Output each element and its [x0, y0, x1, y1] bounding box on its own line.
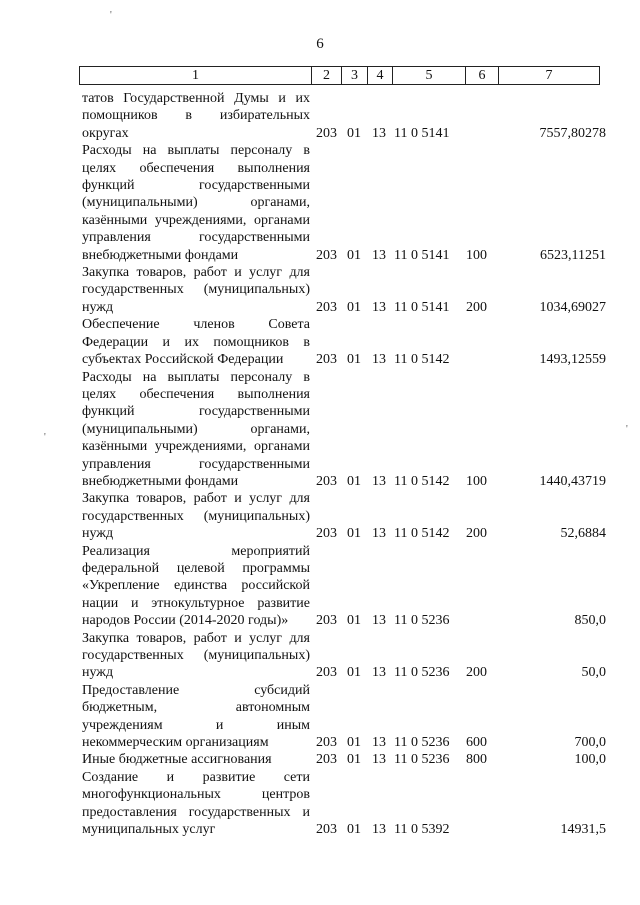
code-ministry: 203 [316, 125, 337, 141]
amount: 52,6884 [560, 526, 606, 542]
code-subsection: 13 [372, 735, 386, 751]
code-subsection: 13 [372, 299, 386, 315]
code-expense-type: 200 [466, 665, 487, 681]
code-section: 01 [347, 735, 361, 751]
table-row [82, 316, 606, 368]
code-subsection: 13 [372, 665, 386, 681]
row-description: Расходы на выплаты персоналу в целях обеспечения выполнения функций государственными (муниципальными) органами, казёнными учреждениями, органами управления государственными внебюджетными фондами [82, 143, 310, 263]
row-description: Реализация мероприятий федеральной целевой программы «Укрепление единства российской нации и этнокультурное развитие народов России (2014-2020 годы)» [82, 543, 310, 629]
code-ministry: 203 [316, 822, 337, 838]
code-section: 01 [347, 125, 361, 141]
amount: 6523,11251 [540, 247, 606, 263]
code-target-article: 11 0 5392 [394, 822, 450, 838]
amount: 1493,12559 [539, 352, 606, 368]
column-header-1: 1 [80, 67, 312, 85]
amount: 7557,80278 [539, 125, 606, 141]
table-row [82, 682, 606, 752]
code-ministry: 203 [316, 352, 337, 368]
code-section: 01 [347, 473, 361, 489]
column-header-7: 7 [499, 67, 600, 85]
table-row [82, 630, 606, 682]
row-description: Обеспечение членов Совета Федерации и их помощников в субъектах Российской Федерации [82, 317, 310, 368]
amount: 14931,5 [560, 822, 606, 838]
code-ministry: 203 [316, 526, 337, 542]
code-ministry: 203 [316, 299, 337, 315]
code-subsection: 13 [372, 352, 386, 368]
code-target-article: 11 0 5141 [394, 247, 450, 263]
table-row [82, 369, 606, 491]
code-subsection: 13 [372, 526, 386, 542]
code-ministry: 203 [316, 735, 337, 751]
table-row [82, 142, 606, 264]
code-subsection: 13 [372, 822, 386, 838]
code-section: 01 [347, 665, 361, 681]
amount: 850,0 [574, 613, 606, 629]
code-expense-type: 200 [466, 526, 487, 542]
amount: 1440,43719 [539, 473, 606, 489]
scan-speck: ' [626, 424, 628, 435]
budget-rows [82, 90, 606, 838]
column-header-6: 6 [466, 67, 499, 85]
row-description: Предоставление субсидий бюджетным, автономным учреждениям и иным некоммерческим организациям [82, 682, 310, 751]
row-description: Иные бюджетные ассигнования [82, 752, 272, 768]
row-description: Расходы на выплаты персоналу в целях обеспечения выполнения функций государственными (муниципальными) органами, казёнными учреждениями, органами управления государственными внебюджетными фондами [82, 369, 310, 489]
code-section: 01 [347, 822, 361, 838]
row-description: Создание и развитие сети многофункциональных центров предоставления государственных и муниципальных услуг [82, 769, 310, 838]
table-row [82, 490, 606, 542]
amount: 100,0 [574, 752, 606, 768]
code-subsection: 13 [372, 473, 386, 489]
code-subsection: 13 [372, 247, 386, 263]
code-ministry: 203 [316, 752, 337, 768]
code-expense-type: 800 [466, 752, 487, 768]
code-subsection: 13 [372, 125, 386, 141]
code-target-article: 11 0 5142 [394, 473, 450, 489]
code-target-article: 11 0 5236 [394, 665, 450, 681]
code-section: 01 [347, 613, 361, 629]
amount: 700,0 [574, 735, 606, 751]
amount: 1034,69027 [539, 299, 606, 315]
code-subsection: 13 [372, 613, 386, 629]
code-ministry: 203 [316, 473, 337, 489]
code-section: 01 [347, 352, 361, 368]
table-row [82, 90, 606, 142]
code-target-article: 11 0 5236 [394, 735, 450, 751]
code-section: 01 [347, 752, 361, 768]
code-expense-type: 600 [466, 735, 487, 751]
code-section: 01 [347, 247, 361, 263]
table-header [79, 66, 600, 85]
code-subsection: 13 [372, 752, 386, 768]
code-ministry: 203 [316, 665, 337, 681]
table-row [82, 769, 606, 839]
code-target-article: 11 0 5141 [394, 299, 450, 315]
code-expense-type: 100 [466, 473, 487, 489]
scan-speck: ' [110, 10, 112, 21]
code-section: 01 [347, 526, 361, 542]
column-header-3: 3 [342, 67, 368, 85]
code-expense-type: 100 [466, 247, 487, 263]
code-target-article: 11 0 5142 [394, 352, 450, 368]
code-ministry: 203 [316, 613, 337, 629]
code-expense-type: 200 [466, 299, 487, 315]
code-ministry: 203 [316, 247, 337, 263]
table-row [82, 264, 606, 316]
code-section: 01 [347, 299, 361, 315]
page-number: 6 [316, 36, 324, 52]
scan-speck: ' [44, 432, 46, 443]
row-description: татов Государственной Думы и их помощников в избирательных округах [82, 91, 310, 141]
amount: 50,0 [581, 665, 606, 681]
code-target-article: 11 0 5236 [394, 613, 450, 629]
code-target-article: 11 0 5141 [394, 125, 450, 141]
column-header-5: 5 [393, 67, 466, 85]
row-description: Закупка товаров, работ и услуг для государственных (муниципальных) нужд [82, 265, 310, 315]
row-description: Закупка товаров, работ и услуг для государственных (муниципальных) нужд [82, 491, 310, 542]
column-header-2: 2 [312, 67, 342, 85]
row-description: Закупка товаров, работ и услуг для государственных (муниципальных) нужд [82, 630, 310, 681]
column-header-4: 4 [368, 67, 393, 85]
table-row [82, 543, 606, 630]
code-target-article: 11 0 5236 [394, 752, 450, 768]
table-row [82, 751, 606, 768]
code-target-article: 11 0 5142 [394, 526, 450, 542]
